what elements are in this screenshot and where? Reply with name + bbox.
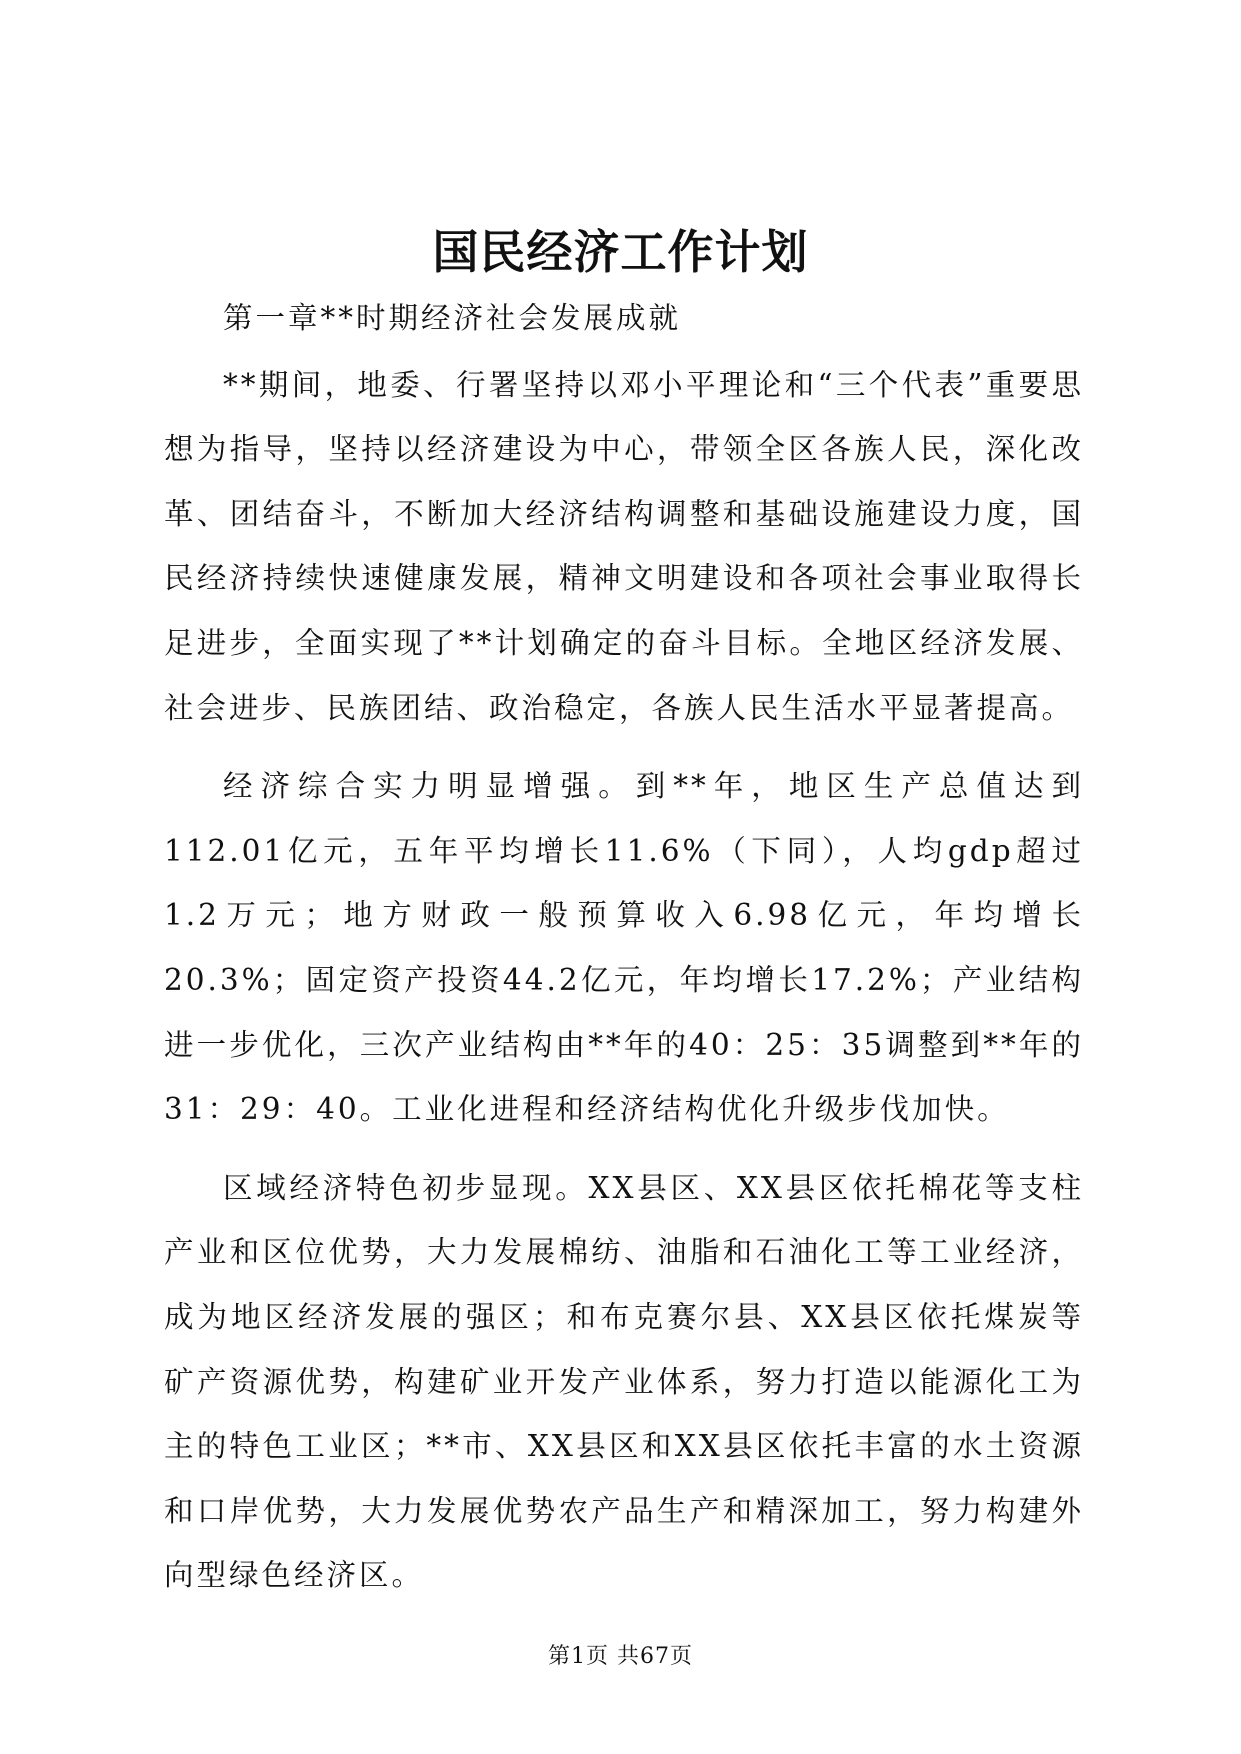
paragraph-regional: 区域经济特色初步显现。XX县区、XX县区依托棉花等支柱产业和区位优势，大力发展棉纺、油脂和石油化工等工业经济，成为地区经济发展的强区；和布克赛尔县、XX县区依托煤炭等矿产资源优势，构建矿业开发产业体系，努力打造以能源化工为主的特色工业区；**市、XX县区和XX县区依托丰富的水土资源和口岸优势，大力发展优势农产品生产和精深加工，努力构建外向型绿色经济区。 <box>164 1170 1084 1593</box>
document-body <box>164 286 1084 1608</box>
document-title: 国民经济工作计划 <box>432 225 809 279</box>
page-number: 第1页 共67页 <box>548 1644 693 1669</box>
chapter-heading: 第一章**时期经济社会发展成就 <box>223 301 682 335</box>
paragraph-economy: 经济综合实力明显增强。到**年，地区生产总值达到112.01亿元，五年平均增长11.6%（下同），人均gdp超过1.2万元；地方财政一般预算收入6.98亿元，年均增长20.3%；固定资产投资44.2亿元，年均增长17.2%；产业结构进一步优化，三次产业结构由**年的40：25：35调整到**年的31：29：40。工业化进程和经济结构优化升级步伐加快。 <box>164 769 1084 1127</box>
paragraph-intro: **期间，地委、行署坚持以邓小平理论和“三个代表”重要思想为指导，坚持以经济建设为中心，带领全区各族人民，深化改革、团结奋斗，不断加大经济结构调整和基础设施建设力度，国民经济持续快速健康发展，精神文明建设和各项社会事业取得长足进步，全面实现了**计划确定的奋斗目标。全地区经济发展、社会进步、民族团结、政治稳定，各族人民生活水平显著提高。 <box>164 367 1084 725</box>
